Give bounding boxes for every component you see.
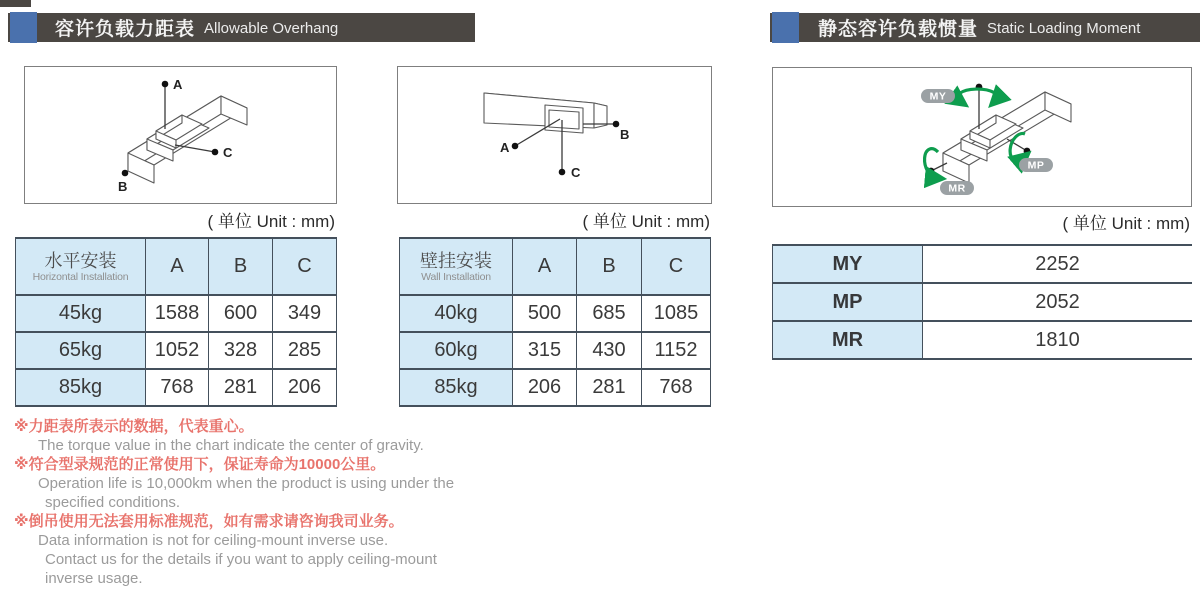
row-label: 60kg	[400, 333, 513, 370]
static-moment-table	[772, 244, 1192, 360]
point-a-label: A	[500, 140, 510, 155]
cell-value: 600	[209, 296, 273, 333]
cell-value: 1085	[642, 296, 711, 333]
col-header-a: A	[513, 239, 577, 296]
row-label: 85kg	[16, 370, 146, 407]
note-en: The torque value in the chart indicate the center of gravity.	[38, 437, 424, 454]
overhang-accent-square	[10, 12, 37, 43]
note-en: Contact us for the details if you want to apply ceiling-mount	[45, 551, 437, 568]
moment-accent-square	[772, 12, 799, 43]
row-label: 85kg	[400, 370, 513, 407]
cell-value: 349	[273, 296, 337, 333]
table-header-cell	[16, 239, 146, 296]
row-label: 45kg	[16, 296, 146, 333]
col-header-b: B	[577, 239, 642, 296]
col-header-b: B	[209, 239, 273, 296]
cell-value: 281	[209, 370, 273, 407]
cell-value: 1810	[923, 322, 1192, 360]
horizontal-installation-table	[15, 237, 337, 407]
unit-note-moment: ( 单位 Unit : mm)	[1062, 214, 1190, 233]
cell-value: 281	[577, 370, 642, 407]
moment-title-en: Static Loading Moment	[987, 20, 1141, 37]
overhang-title-zh: 容许负载力距表	[55, 19, 196, 40]
point-c-label: C	[223, 145, 233, 160]
col-header-c: C	[642, 239, 711, 296]
mr-pill	[940, 181, 974, 195]
point-b-dot	[613, 121, 620, 128]
header-zh: 水平安装	[44, 250, 117, 271]
wall-rail-drawing	[398, 67, 711, 203]
point-b-label: B	[620, 127, 630, 142]
point-b-dot	[122, 170, 129, 177]
cell-value: 685	[577, 296, 642, 333]
note-en: specified conditions.	[45, 494, 181, 511]
corner-strip	[0, 0, 31, 7]
overhang-header-bar	[8, 13, 475, 42]
cell-value: 1588	[146, 296, 209, 333]
point-c-dot	[559, 169, 566, 176]
unit-note-horizontal: ( 单位 Unit : mm)	[207, 212, 335, 231]
moment-header-bar	[770, 13, 1200, 42]
mp-pill	[1019, 158, 1053, 172]
row-label: MP	[773, 284, 923, 322]
footnotes	[14, 417, 494, 588]
moment-rail-drawing	[773, 68, 1191, 206]
col-header-c: C	[273, 239, 337, 296]
horizontal-installation-diagram	[24, 66, 337, 204]
point-a-label: A	[173, 77, 183, 92]
unit-note-wall: ( 单位 Unit : mm)	[582, 212, 710, 231]
cell-value: 2252	[923, 246, 1192, 284]
my-rotation-arrow	[957, 89, 997, 101]
table-header-cell	[400, 239, 513, 296]
point-c-label: C	[571, 165, 581, 180]
note-zh: ※力距表所表示的数据，代表重心。	[14, 418, 254, 435]
cell-value: 206	[273, 370, 337, 407]
cell-value: 315	[513, 333, 577, 370]
cell-value: 1052	[146, 333, 209, 370]
cell-value: 328	[209, 333, 273, 370]
overhang-title-en: Allowable Overhang	[204, 20, 339, 37]
cell-value: 206	[513, 370, 577, 407]
row-label: MY	[773, 246, 923, 284]
point-a-dot	[162, 81, 169, 88]
row-label: MR	[773, 322, 923, 360]
static-moment-diagram	[772, 67, 1192, 207]
point-a-dot	[512, 143, 519, 150]
cell-value: 285	[273, 333, 337, 370]
my-pill	[921, 89, 955, 103]
point-c-dot	[212, 149, 219, 156]
cell-value: 1152	[642, 333, 711, 370]
point-b-label: B	[118, 179, 128, 194]
note-en: Data information is not for ceiling-mount inverse use.	[38, 532, 389, 549]
mp-label: MP	[1027, 159, 1045, 172]
header-zh: 壁挂安装	[420, 250, 492, 271]
cell-value: 768	[146, 370, 209, 407]
moment-title-zh: 静态容许负载惯量	[818, 19, 979, 40]
my-label: MY	[929, 90, 947, 103]
row-label: 65kg	[16, 333, 146, 370]
mr-label: MR	[948, 182, 966, 195]
wall-installation-table	[399, 237, 711, 407]
pitch-axis-dot	[1024, 148, 1031, 155]
cell-value: 768	[642, 370, 711, 407]
note-zh: ※倒吊使用无法套用标准规范，如有需求请咨询我司业务。	[14, 513, 404, 530]
note-zh: ※符合型录规范的正常使用下，保证寿命为10000公里。	[14, 456, 386, 473]
header-en: Horizontal Installation	[32, 270, 129, 283]
cell-value: 2052	[923, 284, 1192, 322]
cell-value: 430	[577, 333, 642, 370]
note-en: Operation life is 10,000km when the product is using under the	[38, 475, 455, 492]
cell-value: 500	[513, 296, 577, 333]
col-header-a: A	[146, 239, 209, 296]
wall-installation-diagram	[397, 66, 712, 204]
row-label: 40kg	[400, 296, 513, 333]
note-en: inverse usage.	[45, 570, 143, 587]
header-en: Wall Installation	[421, 270, 491, 283]
horizontal-rail-drawing	[25, 67, 336, 203]
